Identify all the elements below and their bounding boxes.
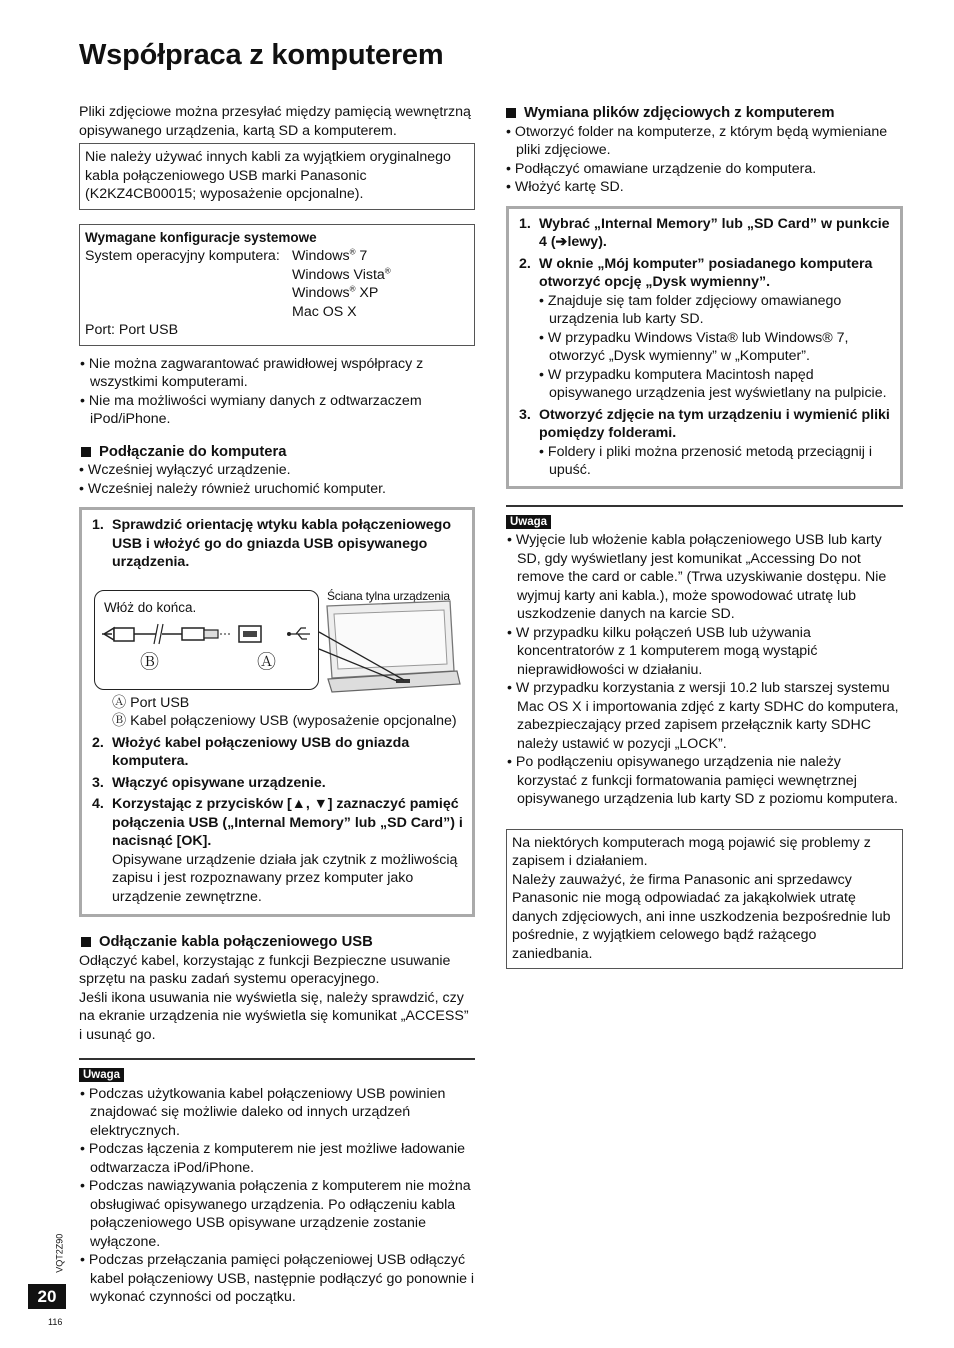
connect-bullet: • Wcześniej wyłączyć urządzenie. bbox=[79, 461, 475, 480]
disclaimer-box bbox=[506, 829, 903, 970]
exchange-bullet: • Otworzyć folder na komputerze, z którym będą wymieniane pliki zdjęciowe. bbox=[506, 123, 903, 160]
sysreq-heading: Wymagane konfiguracje systemowe bbox=[85, 229, 317, 245]
note-tag: Uwaga bbox=[79, 1068, 124, 1082]
connect-step-3: 3. Włączyć opisywane urządzenie. bbox=[92, 774, 326, 791]
os-label: System operacyjny komputera: bbox=[85, 248, 280, 264]
marker-b: Ⓑ bbox=[140, 651, 160, 673]
legend-b: Ⓑ Kabel połączeniowy USB (wyposażenie opcjonalne) bbox=[112, 713, 457, 729]
note-bullet: • Wyjęcie lub włożenie kabla połączeniowego USB lub karty SD, gdy wyświetlany jest komunikat „Accessing Do not remove the card or cable.” (Trwa uzyskiwanie dostępu. Nie wyjmuj karty ani kabla.), może spowodować utratę lub uszkodzenie danych na karcie SD. bbox=[507, 531, 903, 624]
step4-note: Opisywane urządzenie działa jak czytnik z możliwością zapisu i jest rozpoznawany przez komputer jako urządzenie zewnętrzne. bbox=[112, 851, 458, 905]
insert-label: Włóż do końca. bbox=[104, 599, 197, 615]
os-item: Windows Vista® bbox=[292, 265, 391, 283]
sub-page-number: 116 bbox=[48, 1317, 63, 1327]
exchange-steps-box bbox=[506, 206, 903, 489]
exchange-step-2: 2. W oknie „Mój komputer” posiadanego komputera otworzyć opcję „Dysk wymienny”. • Znajduje się tam folder zdjęciowy omawianego urządzenia lub karty SD. • W przypadku Windows Vista® lub Windows® 7, otworzyć „Dysk wymienny” w „Komputer”. • W przypadku komputera Macintosh napęd opisywanego urządzenia jest wyświetlany na pulpicie. bbox=[519, 255, 892, 403]
exchange-bullet: • Podłączyć omawiane urządzenie do komputera. bbox=[506, 160, 903, 179]
note-bullet: • W przypadku kilku połączeń USB lub używania koncentratorów z 1 komputerem mogą wystąpić nieprawidłowości w działaniu. bbox=[507, 624, 903, 680]
exchange-step-1: 1. Wybrać „Internal Memory” lub „SD Card” w punkcie 4 (➔lewy). bbox=[519, 215, 890, 250]
right-column bbox=[506, 104, 903, 969]
exchange-bullet: • Włożyć kartę SD. bbox=[506, 178, 903, 197]
disconnect-text: Odłączyć kabel, korzystając z funkcji Bezpieczne usuwanie sprzętu na pasku zadań systemu operacyjnego. bbox=[79, 952, 451, 987]
connect-steps-box bbox=[79, 507, 475, 917]
exchange-step-3: 3. Otworzyć zdjęcie na tym urządzeniu i wymienić pliki pomiędzy folderami. • Foldery i pliki można przenosić metodą przeciągnij i upuść. bbox=[519, 406, 892, 480]
marker-a: Ⓐ bbox=[257, 651, 277, 673]
step2-sub: • Znajduje się tam folder zdjęciowy omawianego urządzenia lub karty SD. bbox=[539, 292, 892, 329]
usb-diagram bbox=[92, 576, 464, 686]
disclaimer-text: Na niektórych komputerach mogą pojawić się problemy z zapisem i działaniem. bbox=[512, 834, 871, 869]
connect-step-2: 2. Włożyć kabel połączeniowy USB do gniazda komputera. bbox=[92, 734, 410, 769]
left-column bbox=[79, 103, 475, 1307]
step2-sub: • W przypadku komputera Macintosh napęd opisywanego urządzenia jest wyświetlany na pulpicie. bbox=[539, 366, 892, 403]
rear-label: Ściana tylna urządzenia bbox=[327, 588, 450, 603]
note-tag: Uwaga bbox=[506, 515, 551, 529]
connect-step-1: 1. Sprawdzić orientację wtyku kabla połączeniowego USB i włożyć go do gniazda USB opisywanego urządzenia. bbox=[92, 517, 452, 570]
step2-sub: • W przypadku Windows Vista® lub Windows® 7, otworzyć „Dysk wymienny” w „Komputer”. bbox=[539, 329, 892, 366]
port-text: Port: Port USB bbox=[85, 322, 179, 338]
note-right bbox=[506, 505, 903, 809]
compat-bullet: • Nie ma możliwości wymiany danych z odtwarzaczem iPod/iPhone. bbox=[80, 392, 475, 429]
exchange-heading: Wymiana plików zdjęciowych z komputerem bbox=[506, 104, 903, 123]
note-bullet: • Podczas przełączania pamięci połączeniowej USB odłączyć kabel połączeniowy USB, następnie podłączyć go ponownie i wykonać czynności od początku. bbox=[80, 1251, 475, 1307]
note-bullet: • Podczas nawiązywania połączenia z komputerem nie można obsługiwać opisywanego urządzenia. Po odłączeniu kabla połączeniowego USB opisywane urządzenie zostanie wyłączone. bbox=[80, 1177, 475, 1251]
disconnect-heading: Odłączanie kabla połączeniowego USB bbox=[81, 933, 475, 952]
sysreq-box bbox=[79, 224, 475, 346]
note-bullet: • W przypadku korzystania z wersji 10.2 lub starszej systemu Mac OS X i importowania zdjęć z karty SDHC do komputera, zabezpieczający przed zapisem przełącznik karty SDHC należy ustawić w pozycji „LOCK”. bbox=[507, 679, 903, 753]
legend-a: Ⓐ Port USB bbox=[112, 694, 190, 711]
doc-code-wrap bbox=[54, 1230, 68, 1275]
intro-text: Pliki zdjęciowe można przesyłać między pamięcią wewnętrzną opisywanego urządzenia, kartą SD a komputerem. bbox=[79, 104, 471, 139]
note-bullet: • Po podłączeniu opisywanego urządzenia nie należy korzystać z funkcji formatowania pamięci wewnętrznej opisywanego urządzenia lub karty SD z poziomu komputera. bbox=[507, 753, 903, 809]
note-left bbox=[79, 1058, 475, 1307]
step3-sub: • Foldery i pliki można przenosić metodą przeciągnij i upuść. bbox=[539, 443, 892, 480]
cable-note-box bbox=[79, 143, 475, 210]
compat-bullet: • Nie można zagwarantować prawidłowej współpracy z wszystkimi komputerami. bbox=[80, 355, 475, 392]
disconnect-text-2: Jeśli ikona usuwania nie wyświetla się, należy sprawdzić, czy na ekranie urządzenia nie wyświetla się komunikat „ACCESS” i usunąć go. bbox=[79, 989, 469, 1043]
page-title: Współpraca z komputerem bbox=[79, 39, 444, 71]
connect-heading: Podłączanie do komputera bbox=[81, 443, 475, 462]
usb-cable-illustration bbox=[92, 576, 470, 696]
cable-note: Nie należy używać innych kabli za wyjątkiem oryginalnego kabla połączeniowego USB marki Panasonic (K2KZ4CB00015; wyposażenie opcjonalne). bbox=[85, 149, 451, 202]
page-number: 20 bbox=[28, 1284, 66, 1309]
os-item: Mac OS X bbox=[292, 303, 357, 320]
connect-step-4: 4. Korzystając z przycisków [▲, ▼] zaznaczyć pamięć połączenia USB („Internal Memory” lub „SD Card”) i nacisnąć [OK]. Opisywane urządzenie działa jak czytnik z możliwością zapisu i jest rozpoznawany przez komputer jako urządzenie zewnętrzne. bbox=[92, 796, 463, 905]
note-bullet: • Podczas użytkowania kabel połączeniowy USB powinien znajdować się możliwie daleko od innych urządzeń elektrycznych. bbox=[80, 1085, 475, 1141]
os-item: Windows® 7 bbox=[292, 247, 368, 264]
doc-code: VQT2Z90 bbox=[54, 1233, 65, 1273]
connect-bullet: • Wcześniej należy również uruchomić komputer. bbox=[79, 480, 475, 499]
os-list bbox=[292, 247, 391, 321]
os-item: Windows® XP bbox=[292, 284, 379, 301]
note-bullet: • Podczas łączenia z komputerem nie jest możliwe ładowanie odtwarzacza iPod/iPhone. bbox=[80, 1140, 475, 1177]
disclaimer-text: Należy zauważyć, że firma Panasonic ani sprzedawcy Panasonic nie mogą odpowiadać za jakąkolwiek utratę danych zdjęciowych, ani inne uszkodzenia bezpośrednie lub pośrednie, z wyjątkiem celowego bądź rażącego zaniedbania. bbox=[512, 871, 891, 962]
